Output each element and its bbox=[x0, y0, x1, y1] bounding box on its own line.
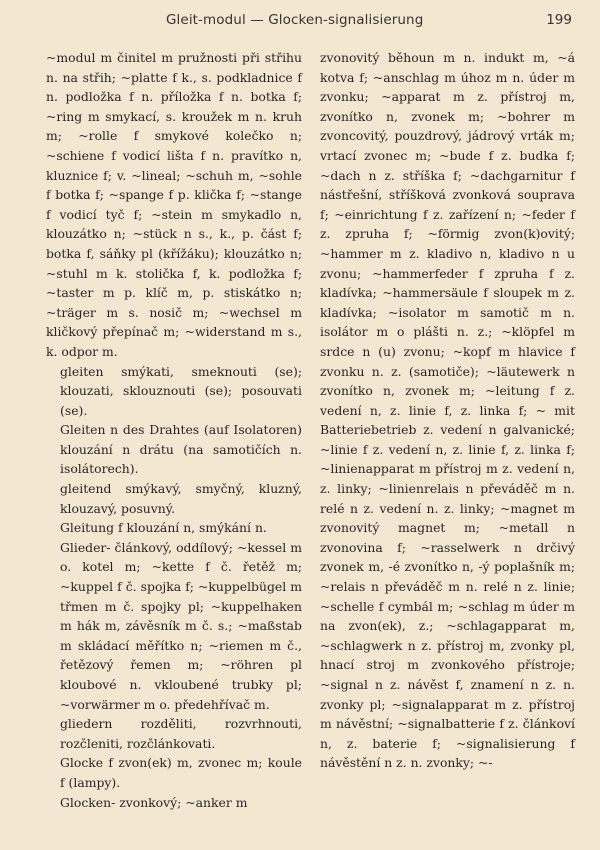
running-title: Gleit-modul — Glocken-signalisierung bbox=[166, 12, 424, 28]
left-column bbox=[46, 48, 302, 812]
dictionary-entry bbox=[46, 48, 302, 362]
dictionary-entry bbox=[46, 714, 302, 753]
right-column bbox=[320, 48, 575, 773]
entry-text: Glocken- zvonkový; ~anker m bbox=[60, 794, 248, 810]
dictionary-entry bbox=[46, 420, 302, 479]
entry-text: ~modul m činitel m pružnosti při střihu n. na střih; ~platte f k., s. podkladnice f n. podložka f n. příložka f n. botka f; ~ring m smykací, s. kroužek m n. kruh m; ~rolle f smykové kolečko n; ~schiene f vodicí lišta f n. pravítko n, kluznice f; v. ~lineal; ~schuh m, ~sohle f botka f; ~spange f p. klička f; ~stange f vodicí tyč f; ~stein m smykadlo n, klouzátko n; ~stück n s., k., p. část f; botka f, sáňky pl (křížáku); klouzátko n; ~stuhl m k. stolička f, k. podložka f; ~taster m p. klíč m, p. stiskátko n; ~träger m s. nosič m; ~wechsel m kličkový přepínač m; ~widerstand m s., k. odpor m. bbox=[46, 50, 302, 359]
entry-text: Gleitung f klouzání n, smýkání n. bbox=[60, 520, 267, 536]
page-number: 199 bbox=[546, 12, 572, 28]
entry-text: gleiten smýkati, smeknouti (se); klouzati, sklouznouti (se); posouvati (se). bbox=[60, 363, 302, 418]
dictionary-entry bbox=[46, 518, 302, 538]
entry-text: Glocke f zvon(ek) m, zvonec m; koule f (lampy). bbox=[60, 755, 302, 790]
entry-text: gliedern rozděliti, rozvrhnouti, rozčleniti, rozčlánkovati. bbox=[60, 716, 302, 751]
dictionary-entry bbox=[46, 793, 302, 813]
entry-text: zvonovitý běhoun m n. indukt m, ~á kotva f; ~anschlag m úhoz m n. úder m zvonku; ~apparat m z. přístroj m, zvonítko n, zvonek m; ~bohrer m zvoncovitý, pouzdrový, jádrový vrták m; vrtací zvonec m; ~bude f z. budka f; ~dach n z. stříška f; ~dachgarnitur f nástřešní, stříšková zvonková souprava f; ~einrichtung f z. zařízení n; ~feder f z. zpruha f; ~förmig zvon(k)ovitý; ~hammer m z. kladivo n, kladivo n u zvonu; ~hammerfeder f zpruha f z. kladívka; ~hammersäule f sloupek m z. kladívka; ~isolator m samotič m n. isolátor m o plášti n. z.; ~klöpfel m srdce n (u) zvonu; ~kopf m hlavice f zvonku n. z. (samotiče); ~läutewerk n zvonítko n, zvonek m; ~leitung f z. vedení n, z. linie f, z. linka f; ~ mit Batteriebetrieb z. vedení n galvanické; ~linie f z. vedení n, z. linie f, z. linka f; ~linienapparat m přístroj m z. vedení n, z. linky; ~linienrelais n převáděč m n. relé n z. vedení n. z. linky; ~magnet m zvonovitý magnet m; ~metall n zvonovina f; ~rasselwerk n drčivý zvonek m, -é zvonítko n, -ý poplašník m; ~relais n převáděč m n. relé n z. linie; ~schelle f cymbál m; ~schlag m úder m na zvon(ek), z.; ~schlagapparat m, ~schlagwerk n z. přístroj m, zvonky pl, hnací stroj m zvonkového přístroje; ~signal n z. návěst f, znamení n z. n. zvonky pl; ~signalapparat m z. přístroj m návěstní; ~signalbatterie f z. článkoví n, z. baterie f; ~signalisierung f návěstění n z. n. zvonky; ~- bbox=[320, 50, 575, 771]
dictionary-entry bbox=[46, 538, 302, 714]
entry-text: Gleiten n des Drahtes (auf Isolatoren) klouzání n drátu (na samotičích n. isolátorech). bbox=[60, 422, 302, 477]
page-header bbox=[46, 12, 572, 34]
dictionary-entry bbox=[320, 48, 575, 773]
dictionary-entry bbox=[46, 479, 302, 518]
dictionary-entry bbox=[46, 753, 302, 792]
entry-text: Glieder- článkový, oddílový; ~kessel m o. kotel m; ~kette f č. řetěž m; ~kuppel f č. spojka f; ~kuppelbügel m třmen m č. spojky pl; ~kuppelhaken m hák m, závěsník m č. s.; ~maßstab m skládací měřítko n; ~riemen m č., řetězový řemen m; ~röhren pl kloubové n. vkloubené trubky pl; ~vorwärmer m o. předehřívač m. bbox=[60, 539, 302, 712]
dictionary-entry bbox=[46, 362, 302, 421]
entry-text: gleitend smýkavý, smyčný, kluzný, klouzavý, posuvný. bbox=[60, 481, 302, 516]
